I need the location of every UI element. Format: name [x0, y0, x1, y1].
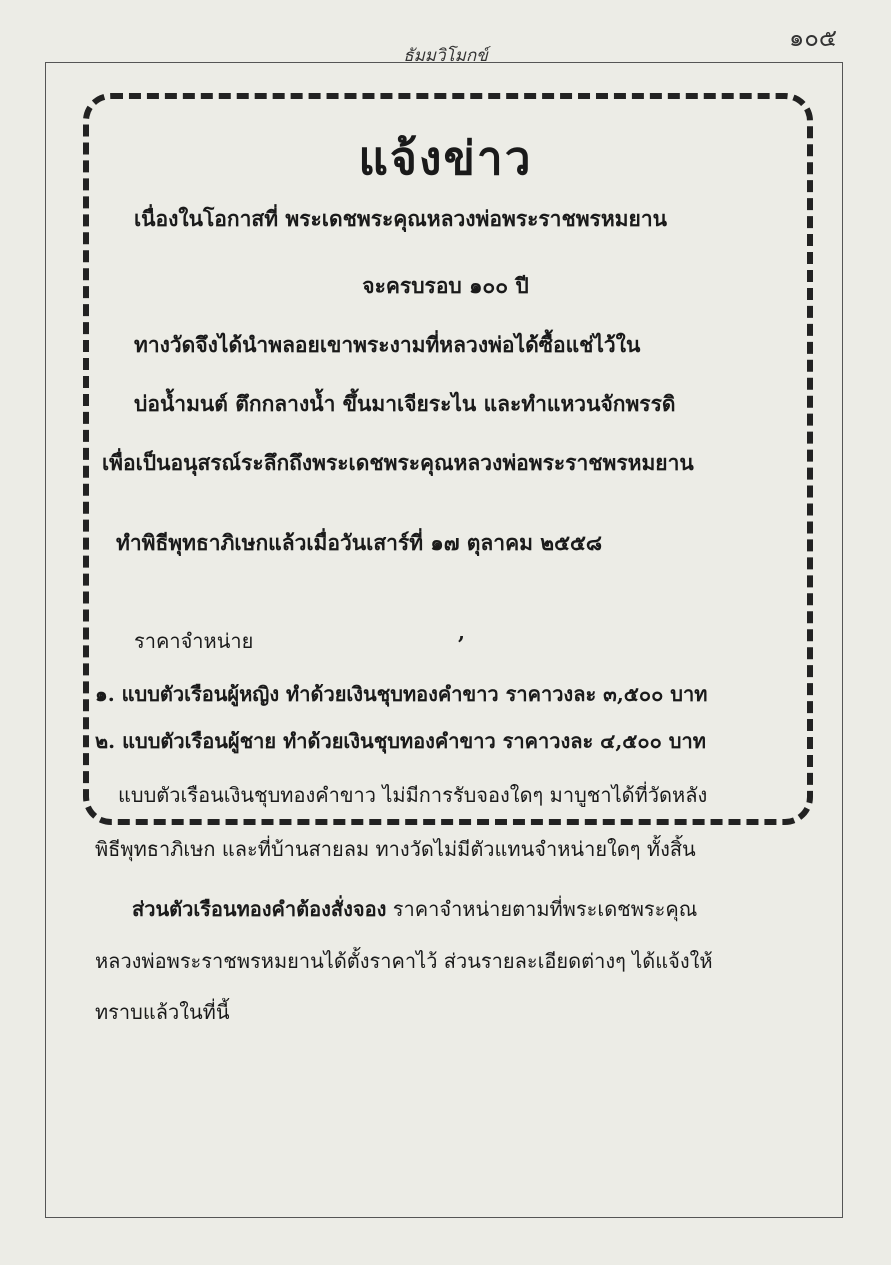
silver-note-line-2: พิธีพุทธาภิเษก และที่บ้านสายลม ทางวัดไม่มีตัวแทนจำหน่ายใดๆ ทั้งสิ้น — [95, 837, 696, 861]
gold-note-line-2: หลวงพ่อพระราชพรหมยานได้ตั้งราคาไว้ ส่วนรายละเอียดต่างๆ ได้แจ้งให้ — [95, 949, 713, 973]
page-number: ๑๐๕ — [788, 24, 837, 52]
comma-mark: , — [458, 620, 465, 644]
ceremony-date-line: ทำพิธีพุทธาภิเษกแล้วเมื่อวันเสาร์ที่ ๑๗ ตุลาคม ๒๕๕๘ — [116, 530, 603, 555]
gold-note-emphasis: ส่วนตัวเรือนทองคำต้องสั่งจอง — [132, 897, 387, 921]
intro-line-5: เพื่อเป็นอนุสรณ์ระลึกถึงพระเดชพระคุณหลวงพ่อพระราชพรหมยาน — [102, 450, 694, 475]
intro-line-4: บ่อน้ำมนต์ ตึกกลางน้ำ ขึ้นมาเจียระไน และทำแหวนจักพรรดิ — [134, 391, 676, 416]
running-header: ธัมมวิโมกข์ — [403, 46, 488, 66]
intro-line-2: จะครบรอบ ๑๐๐ ปี — [362, 273, 529, 298]
gold-note-text: ราคาจำหน่ายตามที่พระเดชพระคุณ — [386, 897, 698, 921]
price-item-1: ๑. แบบตัวเรือนผู้หญิง ทำด้วยเงินชุบทองคำขาว ราคาวงละ ๓,๕๐๐ บาท — [95, 682, 708, 706]
price-item-2: ๒. แบบตัวเรือนผู้ชาย ทำด้วยเงินชุบทองคำขาว ราคาวงละ ๔,๕๐๐ บาท — [95, 729, 706, 753]
intro-line-3: ทางวัดจึงได้นำพลอยเขาพระงามที่หลวงพ่อได้ซื้อแช่ไว้ใน — [134, 332, 641, 357]
gold-note-line-1 — [132, 893, 697, 925]
intro-line-1: เนื่องในโอกาสที่ พระเดชพระคุณหลวงพ่อพระราชพรหมยาน — [134, 206, 667, 231]
announcement-title: แจ้งข่าว — [358, 131, 533, 185]
price-heading: ราคาจำหน่าย — [134, 629, 254, 653]
gold-note-line-3: ทราบแล้วในที่นี้ — [95, 1000, 230, 1024]
silver-note-line-1: แบบตัวเรือนเงินชุบทองคำขาว ไม่มีการรับจองใดๆ มาบูชาได้ที่วัดหลัง — [118, 783, 708, 807]
